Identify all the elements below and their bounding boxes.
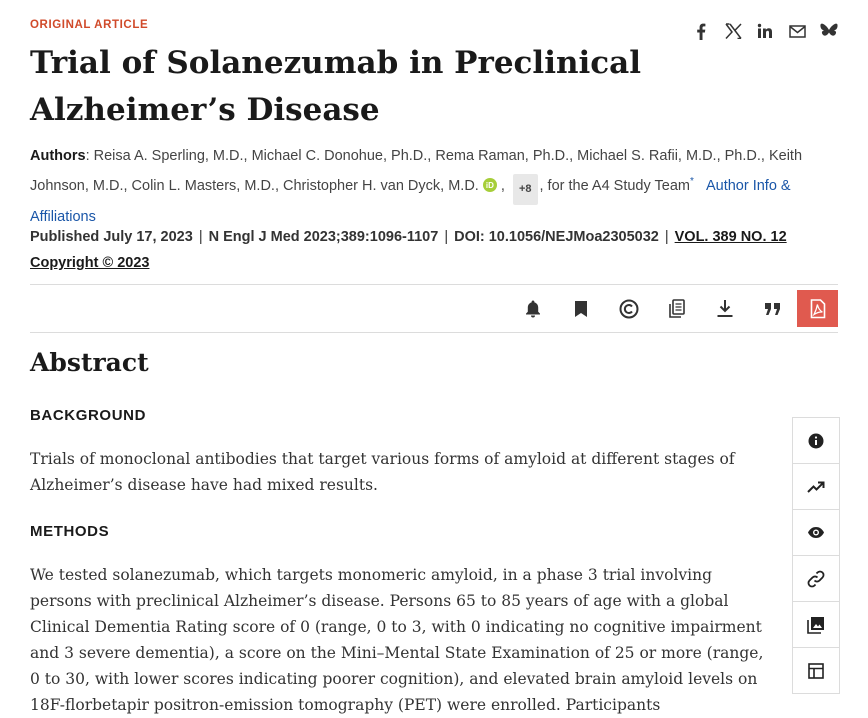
- background-heading: BACKGROUND: [30, 407, 146, 424]
- article-type-label: ORIGINAL ARTICLE: [30, 19, 149, 31]
- pdf-icon: [810, 299, 826, 319]
- linkedin-icon[interactable]: [756, 20, 774, 42]
- divider: [30, 332, 838, 333]
- metrics-button[interactable]: [793, 464, 839, 510]
- abstract-heading: Abstract: [30, 348, 149, 377]
- link-icon: [807, 570, 825, 588]
- pdf-button[interactable]: [797, 290, 838, 327]
- authors-line: [30, 144, 840, 230]
- publication-info: [30, 224, 830, 276]
- background-text: Trials of monoclonal antibodies that target various forms of amyloid at different stages of Alzheimer’s disease have had mixed results.: [30, 450, 735, 494]
- bluesky-icon[interactable]: [820, 20, 838, 42]
- methods-heading: METHODS: [30, 523, 110, 540]
- author-info-link[interactable]: Author Info & Affiliations: [30, 177, 791, 225]
- authors-comma: ,: [500, 177, 505, 194]
- info-button[interactable]: [793, 418, 839, 464]
- view-button[interactable]: [793, 510, 839, 556]
- images-icon: [807, 616, 825, 634]
- side-toolbar: [792, 417, 840, 694]
- article-title: Trial of Solanezumab in Preclinical Alzheimer’s Disease: [30, 45, 642, 128]
- save-button[interactable]: [557, 290, 605, 327]
- permissions-button[interactable]: [605, 290, 653, 327]
- citation: N Engl J Med 2023;389:1096-1107: [208, 229, 439, 245]
- table-icon: [808, 663, 824, 679]
- more-authors-button[interactable]: +8: [513, 174, 538, 205]
- volume-link[interactable]: VOL. 389 NO. 12: [674, 229, 787, 245]
- copy-button[interactable]: [653, 290, 701, 327]
- authors-label: Authors: [30, 148, 86, 164]
- published-date: Published July 17, 2023: [30, 229, 193, 245]
- facebook-icon[interactable]: [692, 20, 710, 42]
- eye-icon: [807, 526, 825, 539]
- copyright-link[interactable]: Copyright © 2023: [30, 255, 150, 271]
- doi[interactable]: DOI: 10.1056/NEJMoa2305032: [454, 229, 659, 245]
- orcid-icon[interactable]: iD: [483, 178, 497, 192]
- bookmark-icon: [574, 300, 588, 318]
- tables-button[interactable]: [793, 648, 839, 694]
- x-icon[interactable]: [724, 20, 742, 42]
- download-button[interactable]: [701, 290, 749, 327]
- figures-button[interactable]: [793, 602, 839, 648]
- trending-icon: [807, 481, 825, 493]
- methods-text: We tested solanezumab, which targets monomeric amyloid, in a phase 3 trial involving persons with preclinical Alzheimer’s disease. Persons 65 to 85 years of age with a global Clinical Dementia Rating score of 0 (range, 0 to 3, with 0 indicating no cognitive impairment and 3 severe dementia), a score on the Mini–Mental State Examination of 25 or more (range, 0 to 30, with lower scores indicating poorer cognition), and elevated brain amyloid levels on 18F-florbetapir positron-emission tomography (PET) were enrolled. Participants: [30, 566, 764, 714]
- email-icon[interactable]: [788, 20, 806, 42]
- download-icon: [716, 299, 734, 318]
- alerts-button[interactable]: [509, 290, 557, 327]
- study-group-mark: *: [689, 176, 694, 187]
- divider: [30, 284, 838, 285]
- bell-icon: [524, 299, 542, 318]
- authors-list: : Reisa A. Sperling, M.D., Michael C. Donohue, Ph.D., Rema Raman, Ph.D., Michael S. Rafii, M.D., Ph.D., Keith Johnson, M.D., Colin L. Masters, M.D., Christopher H. van Dyck, M.D.: [30, 148, 803, 194]
- info-icon: [808, 433, 824, 449]
- separator: |: [444, 229, 449, 245]
- cite-button[interactable]: [749, 290, 797, 327]
- copy-icon: [668, 299, 686, 319]
- link-button[interactable]: [793, 556, 839, 602]
- study-group: [540, 178, 694, 194]
- article-toolbar: [509, 290, 838, 327]
- quote-icon: [765, 303, 781, 315]
- copyright-icon: [619, 299, 639, 319]
- separator: |: [664, 229, 669, 245]
- separator: |: [198, 229, 203, 245]
- share-bar: [692, 20, 838, 42]
- study-group-text: , for the A4 Study Team: [539, 177, 690, 194]
